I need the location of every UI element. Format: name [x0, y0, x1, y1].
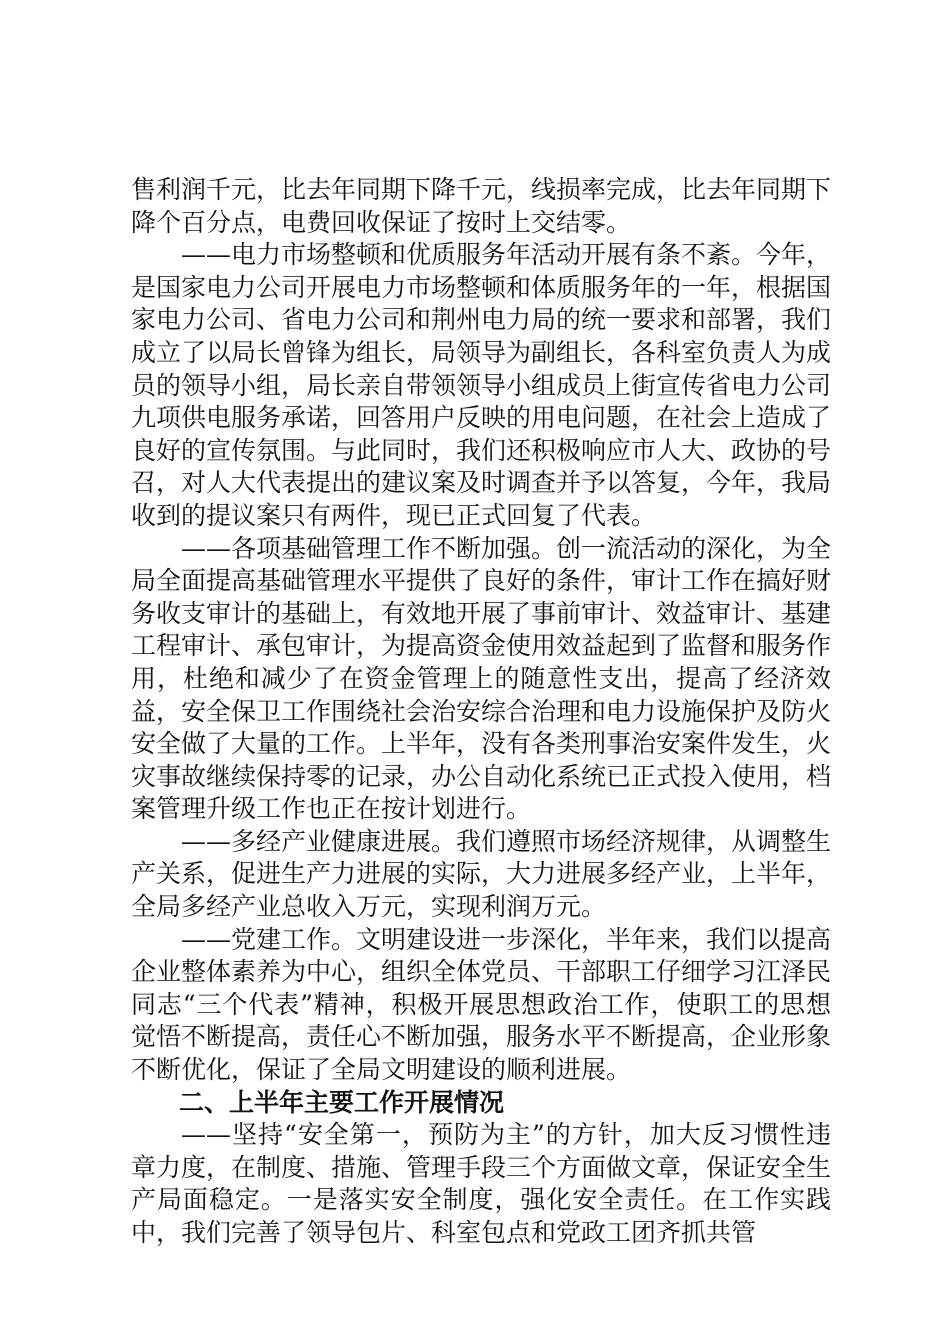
section-heading: 二、上半年主要工作开展情况 — [179, 1087, 505, 1117]
paragraph-party-building: ——党建工作。文明建设进一步深化，半年来，我们以提高企业整体素养为中心，组织全体党员、干部职工仔细学习江泽民同志“三个代表”精神，积极开展思想政治工作，使职工的思想觉悟不断提高，责任心不断加强，服务水平不断提高，企业形象不断优化，保证了全局文明建设的顺利进展。 — [131, 924, 832, 1085]
paragraph-sales-profit: 售利润千元，比去年同期下降千元，线损率完成，比去年同期下降个百分点，电费回收保证了按时上交结零。 — [131, 175, 832, 237]
paragraph-diversified-industry: ——多经产业健康进展。我们遵照市场经济规律，从调整生产关系，促进生产力进展的实际，大力进展多经产业，上半年，全局多经产业总收入万元，实现利润万元。 — [131, 826, 832, 922]
paragraph-market-service: ——电力市场整顿和优质服务年活动开展有条不紊。今年，是国家电力公司开展电力市场整顿和体质服务年的一年，根据国家电力公司、省电力公司和荆州电力局的统一要求和部署，我们成立了以局长曾锋为组长，局领导为副组长，各科室负责人为成员的领导小组，局长亲自带领领导小组成员上街宣传省电力公司九项供电服务承诺，回答用户反映的用电问题，在社会上造成了良好的宣传氛围。与此同时，我们还积极响应市人大、政协的号召，对人大代表提出的建议案及时调查并予以答复，今年，我局收到的提议案只有两件，现已正式回复了代表。 — [131, 240, 832, 530]
document-body — [131, 174, 831, 1250]
paragraph-basic-management: ——各项基础管理工作不断加强。创一流活动的深化，为全局全面提高基础管理水平提供了良好的条件，审计工作在搞好财务收支审计的基础上，有效地开展了事前审计、效益审计、基建工程审计、承包审计，为提高资金使用效益起到了监督和服务作用，杜绝和减少了在资金管理上的随意性支出，提高了经济效益，安全保卫工作围绕社会治安综合治理和电力设施保护及防火安全做了大量的工作。上半年，没有各类刑事治安案件发生，火灾事故继续保持零的记录，办公自动化系统已正式投入使用，档案管理升级工作也正在按计划进行。 — [131, 533, 832, 824]
paragraph-safety-first: ——坚持“安全第一，预防为主”的方针，加大反习惯性违章力度，在制度、措施、管理手段三个方面做文章，保证安全生产局面稳定。一是落实安全制度，强化安全责任。在工作实践中，我们完善了领导包片、科室包点和党政工团齐抓共管 — [131, 1120, 832, 1247]
